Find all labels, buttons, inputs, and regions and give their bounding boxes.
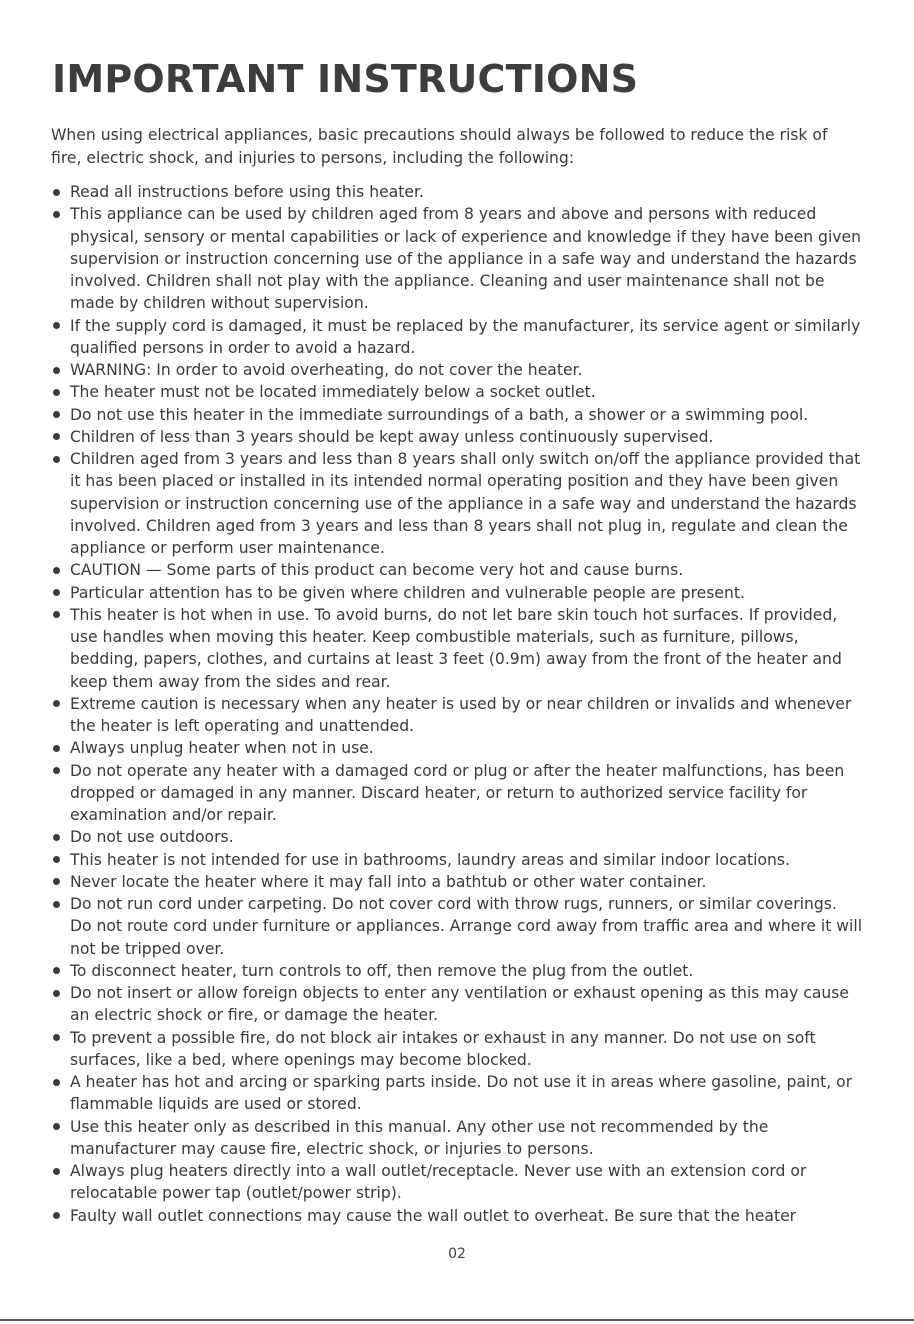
list-item-text: CAUTION — Some parts of this product can become very hot and cause burns. (70, 561, 684, 580)
list-item-text: Read all instructions before using this heater. (70, 183, 424, 201)
list-item-text: Never locate the heater where it may fall into a bathtub or other water container. (70, 872, 707, 891)
list-item (51, 181, 863, 203)
list-item (51, 1160, 863, 1205)
bullet-icon (53, 611, 60, 618)
bullet-icon (53, 1123, 60, 1130)
bullet-icon (53, 389, 60, 396)
list-item-text: Particular attention has to be given where children and vulnerable people are present. (70, 583, 745, 602)
list-item (51, 359, 863, 381)
bullet-icon (53, 967, 60, 974)
list-item (51, 982, 863, 1027)
list-item-text: Do not operate any heater with a damaged cord or plug or after the heater malfunctions, has been dropped or damaged in any manner. Discard heater, or return to authorized service facility for examination and/or repair. (70, 761, 845, 824)
bullet-icon (53, 411, 60, 418)
bullet-icon (53, 189, 60, 196)
list-item (51, 960, 863, 982)
list-item-text: Do not use this heater in the immediate surroundings of a bath, a shower or a swimming pool. (70, 405, 809, 424)
bullet-icon (53, 834, 60, 841)
bullet-icon (53, 567, 60, 574)
list-item-text: This heater is not intended for use in bathrooms, laundry areas and similar indoor locations. (70, 850, 790, 869)
bullet-icon (53, 878, 60, 885)
page-number: 02 (448, 1246, 466, 1262)
list-item-text: This appliance can be used by children aged from 8 years and above and persons with reduced physical, sensory or mental capabilities or lack of experience and knowledge if they have been given supervision or instruction concerning use of the appliance in a safe way and understand the hazards involved. Children shall not play with the appliance. Cleaning and user maintenance shall not be made by children without supervision. (70, 205, 861, 313)
list-item-text: Always unplug heater when not in use. (70, 739, 374, 758)
list-item (51, 893, 863, 960)
list-item-text: Do not insert or allow foreign objects to enter any ventilation or exhaust opening as this may cause an electric shock or fire, or damage the heater. (70, 984, 850, 1025)
bullet-icon (53, 589, 60, 596)
bullet-icon (53, 1079, 60, 1086)
list-item-text: Faulty wall outlet connections may cause the wall outlet to overheat. Be sure that the heater (70, 1206, 797, 1225)
list-item-text: A heater has hot and arcing or sparking parts inside. Do not use it in areas where gasoline, paint, or flammable liquids are used or stored. (70, 1073, 853, 1114)
list-item (51, 737, 863, 759)
page-title: IMPORTANT INSTRUCTIONS (52, 57, 639, 101)
bullet-icon (53, 456, 60, 463)
list-item (51, 315, 863, 360)
list-item-text: Do not use outdoors. (70, 828, 234, 847)
list-item (51, 203, 863, 314)
list-item-text: Use this heater only as described in this manual. Any other use not recommended by the manufacturer may cause fire, electric shock, or injuries to persons. (70, 1117, 769, 1158)
bullet-icon (53, 1168, 60, 1175)
list-item (51, 760, 863, 827)
bullet-icon (53, 856, 60, 863)
list-item-text: This heater is hot when in use. To avoid burns, do not let bare skin touch hot surfaces. If provided, use handles when moving this heater. Keep combustible materials, such as furniture, pillows, bedding, papers, clothes, and curtains at least 3 feet (0.9m) away from the front of the heater and keep them away from the sides and rear. (70, 605, 842, 691)
list-item (51, 404, 863, 426)
list-item-text: Extreme caution is necessary when any heater is used by or near children or invalids and whenever the heater is left operating and unattended. (70, 694, 852, 735)
list-item (51, 1027, 863, 1072)
list-item-text: Children of less than 3 years should be kept away unless continuously supervised. (70, 427, 714, 446)
bullet-icon (53, 745, 60, 752)
list-item (51, 1116, 863, 1161)
list-item (51, 693, 863, 738)
instruction-list (51, 181, 863, 1227)
list-item-text: Do not run cord under carpeting. Do not cover cord with throw rugs, runners, or similar coverings. Do not route cord under furniture or appliances. Arrange cord away from traffic area and where it will not be tripped over. (70, 895, 863, 958)
bullet-icon (53, 901, 60, 908)
list-item (51, 381, 863, 403)
list-item (51, 1205, 863, 1227)
list-item-text: To disconnect heater, turn controls to off, then remove the plug from the outlet. (70, 961, 694, 980)
bullet-icon (53, 322, 60, 329)
bullet-icon (53, 700, 60, 707)
intro-paragraph: When using electrical appliances, basic precautions should always be followed to reduce the risk of fire, electric shock, and injuries to persons, including the following: (51, 126, 828, 167)
list-item-text: Always plug heaters directly into a wall outlet/receptacle. Never use with an extension cord or relocatable power tap (outlet/power strip). (70, 1162, 807, 1203)
list-item (51, 426, 863, 448)
bottom-rule (0, 1319, 914, 1321)
list-item (51, 582, 863, 604)
list-item (51, 871, 863, 893)
bullet-icon (53, 433, 60, 440)
bullet-icon (53, 367, 60, 374)
bullet-icon (53, 211, 60, 218)
list-item-text: To prevent a possible fire, do not block air intakes or exhaust in any manner. Do not use on soft surfaces, like a bed, where openings may become blocked. (70, 1028, 816, 1069)
list-item-text: If the supply cord is damaged, it must be replaced by the manufacturer, its service agent or similarly qualified persons in order to avoid a hazard. (70, 316, 861, 357)
bullet-icon (53, 767, 60, 774)
list-item (51, 1071, 863, 1116)
list-item (51, 849, 863, 871)
list-item-text: The heater must not be located immediately below a socket outlet. (70, 383, 596, 402)
list-item (51, 604, 863, 693)
list-item (51, 826, 863, 848)
list-item (51, 559, 863, 581)
list-item (51, 448, 863, 559)
list-item-text: WARNING: In order to avoid overheating, do not cover the heater. (70, 361, 583, 379)
bullet-icon (53, 1212, 60, 1219)
bullet-icon (53, 1034, 60, 1041)
bullet-icon (53, 990, 60, 997)
list-item-text: Children aged from 3 years and less than 8 years shall only switch on/off the appliance provided that it has been placed or installed in its intended normal operating position and they have been given supervision or instruction concerning use of the appliance in a safe way and understand the hazards involved. Children aged from 3 years and less than 8 years shall not plug in, regulate and clean the appliance or perform user maintenance. (70, 450, 861, 557)
